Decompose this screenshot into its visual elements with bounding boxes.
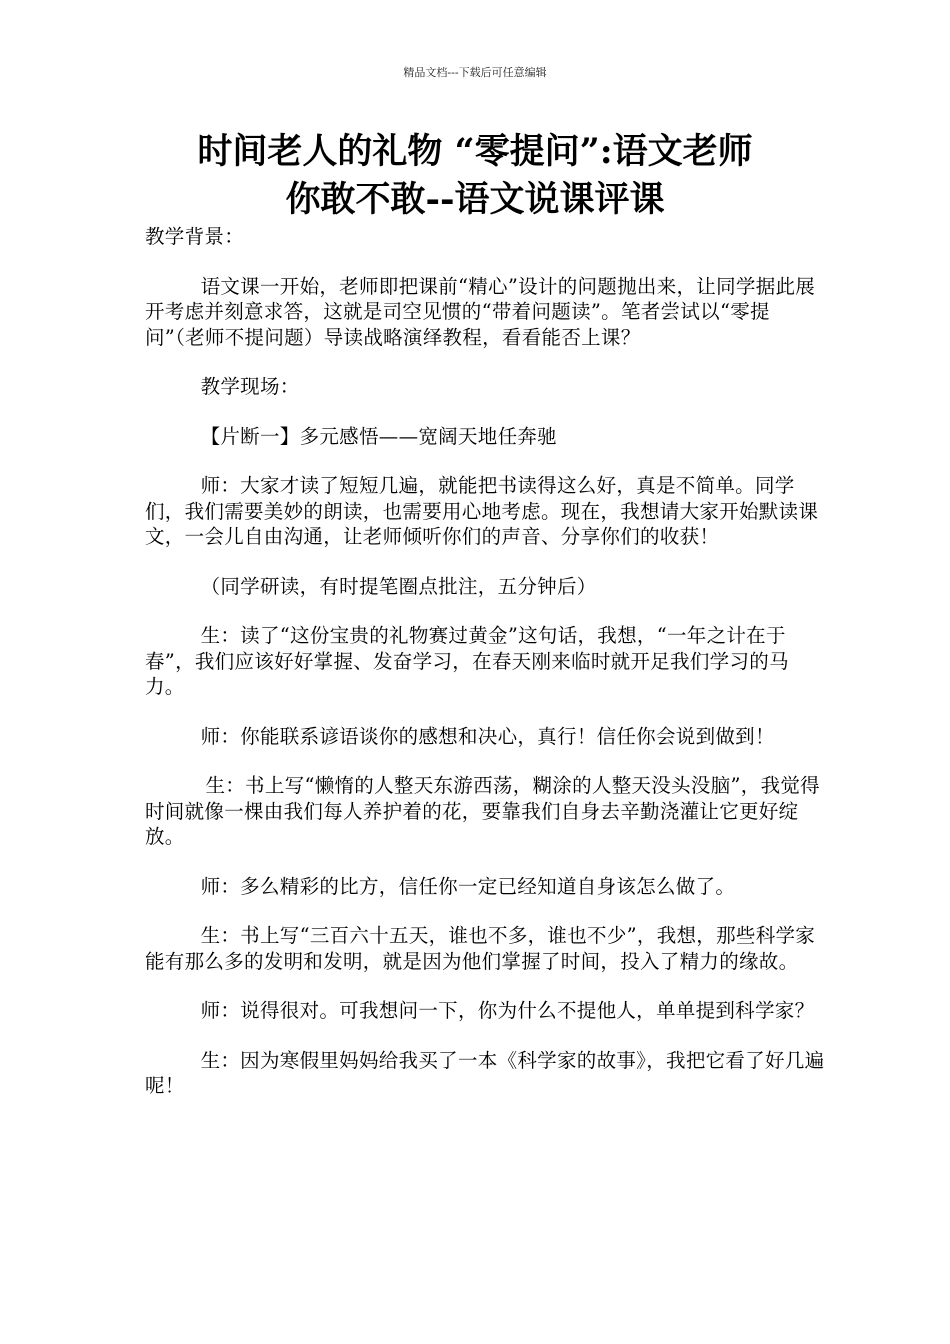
paragraph: 生：因为寒假里妈妈给我买了一本《科学家的故事》，我把它看了好几遍呢！ — [145, 1048, 825, 1097]
paragraph: 师：多么精彩的比方，信任你一定已经知道自身该怎么做了。 — [200, 874, 736, 898]
paragraph: 教学背景： — [145, 225, 245, 248]
paragraph: 师：大家才读了短短几遍，就能把书读得这么好，真是不简单。同学们，我们需要美妙的朗读，也需要用心地考虑。现在，我想请大家开始默读课文，一会儿自由沟通，让老师倾听你们的声音、分享你们的收获！ — [145, 474, 819, 548]
title-line-1: 时间老人的礼物 “零提问”:语文老师 — [197, 131, 753, 172]
page-header: 精品文档---下载后可任意编辑 — [403, 66, 547, 79]
paragraph: （同学研读，有时提笔圈点批注，五分钟后） — [200, 574, 597, 598]
paragraph: 生：读了“这份宝贵的礼物赛过黄金”这句话，我想，“一年之计在于春”，我们应该好好掌握、发奋学习，在春天刚来临时就开足我们学习的马力。 — [145, 624, 789, 698]
paragraph: 【片断一】多元感悟——宽阔天地任奔驰 — [200, 424, 557, 448]
paragraph: 生：书上写“三百六十五天，谁也不多，谁也不少”，我想，那些科学家能有那么多的发明和发明，就是因为他们掌握了时间，投入了精力的缘故。 — [145, 924, 816, 973]
document-title — [100, 128, 850, 224]
paragraph: 教学现场： — [200, 375, 300, 398]
paragraph: 师：说得很对。可我想问一下，你为什么不提他人，单单提到科学家？ — [200, 999, 815, 1022]
title-line-2: 你敢不敢--语文说课评课 — [285, 179, 665, 220]
document-body — [145, 224, 825, 1123]
paragraph: 生：书上写“懒惰的人整天东游西荡，糊涂的人整天没头没脑”，我觉得时间就像一棵由我们每人养护着的花，要靠我们自身去辛勤浇灌让它更好绽放。 — [145, 774, 820, 848]
paragraph: 语文课一开始，老师即把课前“精心”设计的问题抛出来，让同学据此展开考虑并刻意求答，这就是司空见惯的“带着问题读”。笔者尝试以“零提问”（老师不提问题）导读战略演绎教程，看看能否上课？ — [145, 274, 816, 349]
paragraph: 师：你能联系谚语谈你的感想和决心，真行！信任你会说到做到！ — [200, 724, 775, 748]
